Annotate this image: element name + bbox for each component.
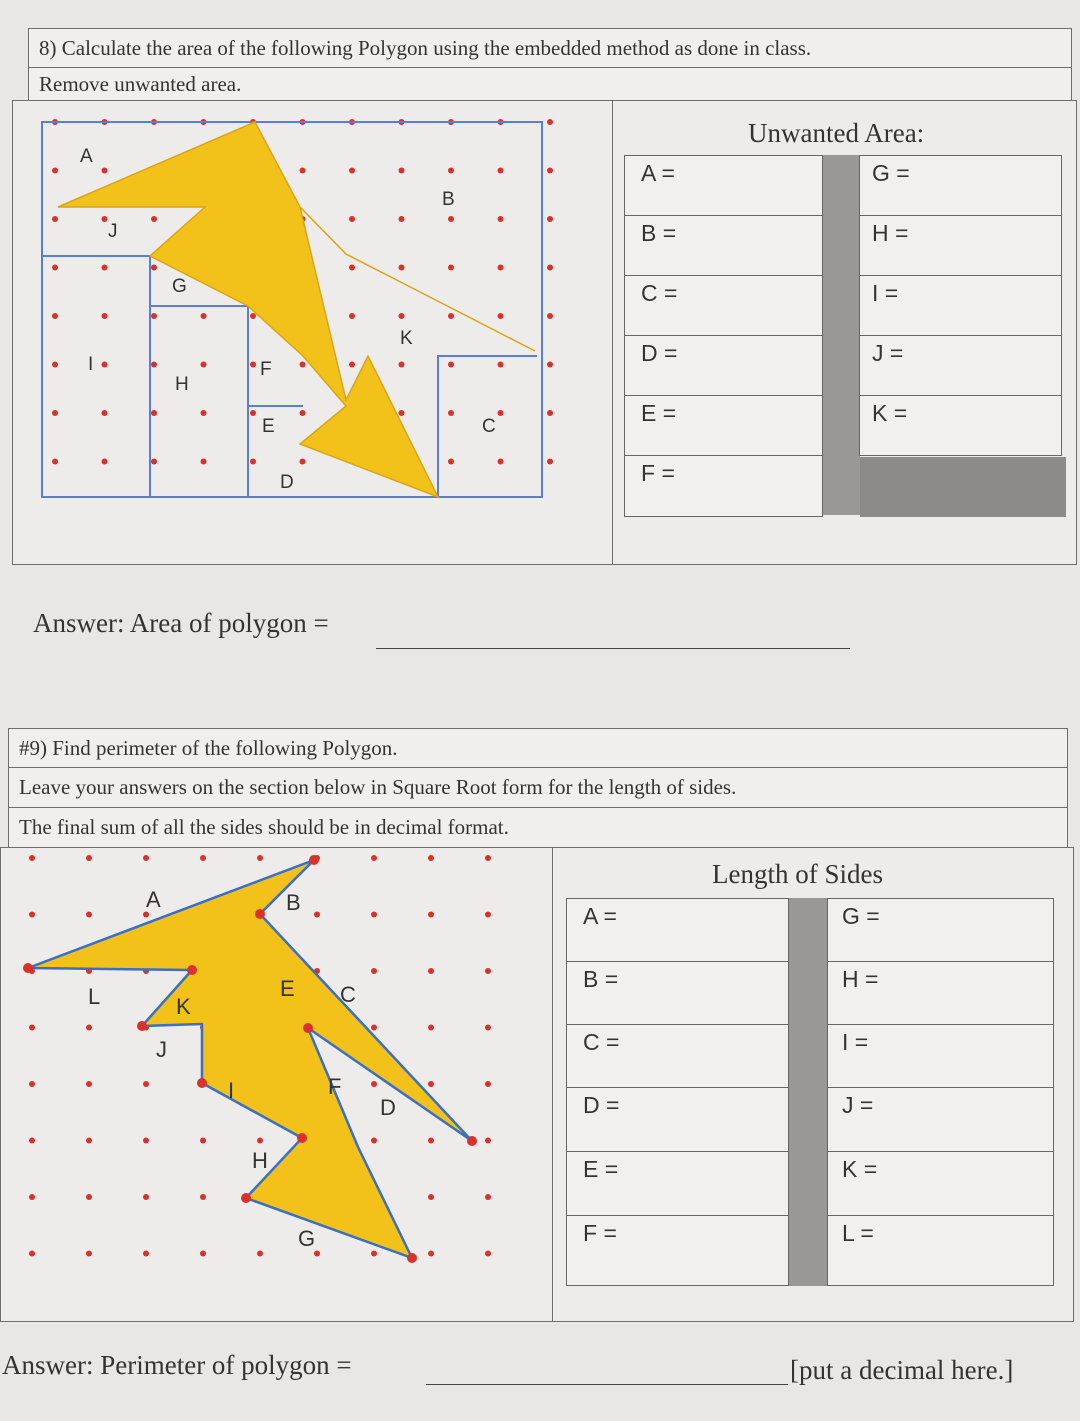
grid-dot [485,1251,491,1257]
grid-dot [371,968,377,974]
grid-dot [371,855,377,861]
q9-side-a[interactable]: A = [566,898,789,962]
grid-dot [485,1025,491,1031]
q9-table-title: Length of Sides [712,859,883,889]
grid-dot [102,265,108,271]
grid-dot [151,216,157,222]
grid-dot [257,855,263,861]
grid-dot [151,362,157,368]
grid-dot [201,459,207,465]
q8-area-g[interactable]: G = [859,155,1062,216]
grid-dot [547,410,553,416]
grid-dot [29,1138,35,1144]
q8-answer-blank[interactable] [376,614,850,649]
q8-table-divider [822,155,860,515]
grid-dot [547,362,553,368]
q8-label-g: G [172,276,187,297]
grid-dot [399,168,405,174]
q9-label-e: E [280,976,295,1001]
grid-dot [498,168,504,174]
grid-dot [102,362,108,368]
grid-dot [143,1138,149,1144]
grid-dot [547,459,553,465]
grid-dot [498,362,504,368]
grid-dot [300,459,306,465]
grid-dot [29,1025,35,1031]
q8-area-d[interactable]: D = [624,335,823,396]
grid-dot [498,313,504,319]
grid-dot [102,410,108,416]
grid-dot [143,1194,149,1200]
q9-side-i[interactable]: I = [827,1024,1054,1088]
q8-label-a: A [80,146,93,167]
grid-dot [86,1194,92,1200]
grid-dot [257,1138,263,1144]
grid-dot [52,313,58,319]
grid-dot [29,912,35,918]
grid-dot [200,1138,206,1144]
grid-dot [52,362,58,368]
q9-label-g: G [298,1226,316,1251]
q9-side-k[interactable]: K = [827,1151,1054,1216]
q9-line3-row [8,807,1068,848]
grid-dot [399,362,405,368]
grid-dot [250,459,256,465]
grid-dot [399,410,405,416]
q9-label-h: H [252,1148,268,1173]
q9-answer-label: Answer: Perimeter of polygon = [2,1350,352,1380]
grid-dot [485,968,491,974]
q8-table-empty-cell [860,457,1066,517]
grid-dot [399,216,405,222]
grid-dot [52,168,58,174]
grid-dot [250,313,256,319]
q9-label-c: C [340,982,356,1007]
grid-dot [102,313,108,319]
grid-dot [201,362,207,368]
grid-dot [86,1251,92,1257]
grid-dot [399,313,405,319]
grid-dot [52,459,58,465]
grid-dot [498,459,504,465]
q9-side-g[interactable]: G = [827,898,1054,962]
q9-side-l[interactable]: L = [827,1215,1054,1286]
grid-dot [86,1025,92,1031]
grid-dot [151,410,157,416]
q8-area-i[interactable]: I = [859,275,1062,336]
grid-dot [371,1251,377,1257]
q8-area-a[interactable]: A = [624,155,823,216]
q8-answer-label: Answer: Area of polygon = [33,608,329,638]
q8-subtitle: Remove unwanted area. [39,71,242,96]
q9-instruction-2: The final sum of all the sides should be in decimal format. [19,815,509,839]
grid-dot [151,459,157,465]
grid-dot [86,1081,92,1087]
grid-dot [349,216,355,222]
grid-dot [547,313,553,319]
grid-dot [52,410,58,416]
q9-label-l: L [88,984,101,1009]
grid-dot [200,1194,206,1200]
grid-dot [200,855,206,861]
q9-label-a: A [146,887,161,912]
grid-dot [448,216,454,222]
grid-dot [371,1138,377,1144]
q9-answer-blank[interactable] [426,1352,788,1385]
q8-label-c: C [482,416,496,437]
q8-area-k[interactable]: K = [859,395,1062,456]
grid-dot [314,1251,320,1257]
grid-dot [428,1251,434,1257]
grid-dot [349,362,355,368]
grid-dot [314,912,320,918]
q9-side-d[interactable]: D = [566,1087,789,1152]
q9-side-b[interactable]: B = [566,961,789,1025]
q9-side-c[interactable]: C = [566,1024,789,1088]
q8-title: 8) Calculate the area of the following Polygon using the embedded method as done in class. [39,35,812,60]
grid-dot [371,912,377,918]
q8-polygon-figure [12,100,613,565]
grid-dot [102,216,108,222]
q9-side-h[interactable]: H = [827,961,1054,1025]
grid-dot [86,855,92,861]
grid-dot [399,265,405,271]
grid-dot [250,362,256,368]
grid-dot [29,855,35,861]
q8-title-row [28,28,1072,68]
grid-dot [448,265,454,271]
grid-dot [29,1081,35,1087]
grid-dot [200,1251,206,1257]
q8-area-h[interactable]: H = [859,215,1062,276]
grid-dot [448,410,454,416]
q8-area-e[interactable]: E = [624,395,823,456]
grid-dot [547,168,553,174]
q9-instruction-1: Leave your answers on the section below in Square Root form for the length of sides. [19,775,737,799]
grid-dot [428,1194,434,1200]
q9-polygon-figure [0,847,553,1322]
grid-dot [52,265,58,271]
grid-dot [498,265,504,271]
grid-dot [485,855,491,861]
grid-dot [498,216,504,222]
grid-dot [371,1081,377,1087]
q9-answer-hint: [put a decimal here.] [790,1355,1014,1385]
grid-dot [428,855,434,861]
grid-dot [143,855,149,861]
grid-dot [143,1081,149,1087]
grid-dot [250,410,256,416]
grid-dot [547,119,553,125]
q8-label-k: K [400,328,413,349]
grid-dot [102,459,108,465]
q9-label-f: F [328,1074,342,1099]
grid-dot [428,1138,434,1144]
grid-dot [29,1194,35,1200]
q8-table-title: Unwanted Area: [748,118,925,148]
grid-dot [257,1251,263,1257]
grid-dot [428,968,434,974]
q9-label-j: J [156,1037,167,1062]
grid-dot [448,168,454,174]
grid-dot [371,1025,377,1031]
q8-label-j: J [108,221,118,242]
grid-dot [300,362,306,368]
grid-dot [29,1251,35,1257]
grid-dot [428,912,434,918]
grid-dot [448,459,454,465]
grid-dot [151,265,157,271]
grid-dot [349,313,355,319]
q8-area-c[interactable]: C = [624,275,823,336]
q8-area-f[interactable]: F = [624,455,823,517]
grid-dot [547,216,553,222]
grid-dot [428,1081,434,1087]
grid-dot [448,313,454,319]
grid-dot [52,216,58,222]
grid-dot [86,912,92,918]
grid-dot [102,168,108,174]
grid-dot [201,410,207,416]
grid-dot [86,1138,92,1144]
grid-dot [300,410,306,416]
q8-label-b: B [442,189,455,210]
grid-dot [349,265,355,271]
grid-dot [201,313,207,319]
q8-polygon [58,122,535,497]
grid-dot [547,265,553,271]
grid-dot [428,1025,434,1031]
grid-dot [448,362,454,368]
q9-label-d: D [380,1095,396,1120]
q9-title-row [8,728,1068,768]
q9-label-b: B [286,890,301,915]
grid-dot [349,168,355,174]
q8-label-d: D [280,472,294,493]
grid-dot [143,912,149,918]
q8-area-b[interactable]: B = [624,215,823,276]
q8-area-j[interactable]: J = [859,335,1062,396]
grid-dot [498,410,504,416]
grid-dot [300,168,306,174]
q8-label-i: I [88,354,94,375]
q8-label-h: H [175,374,189,395]
q8-label-e: E [262,416,275,437]
grid-dot [485,1194,491,1200]
grid-dot [143,1251,149,1257]
q9-label-k: K [176,994,191,1019]
q9-side-e[interactable]: E = [566,1151,789,1216]
q9-title: #9) Find perimeter of the following Polygon. [19,735,398,760]
grid-dot [485,912,491,918]
q8-label-f: F [260,359,272,380]
grid-dot [485,1081,491,1087]
q9-line2-row [8,767,1068,808]
grid-dot [485,1138,491,1144]
q9-table-divider [788,898,828,1286]
q9-label-i: I [228,1078,235,1103]
q9-side-f[interactable]: F = [566,1215,789,1286]
q8-subtitle-row [28,67,1072,101]
q9-side-j[interactable]: J = [827,1087,1054,1152]
grid-dot [151,313,157,319]
